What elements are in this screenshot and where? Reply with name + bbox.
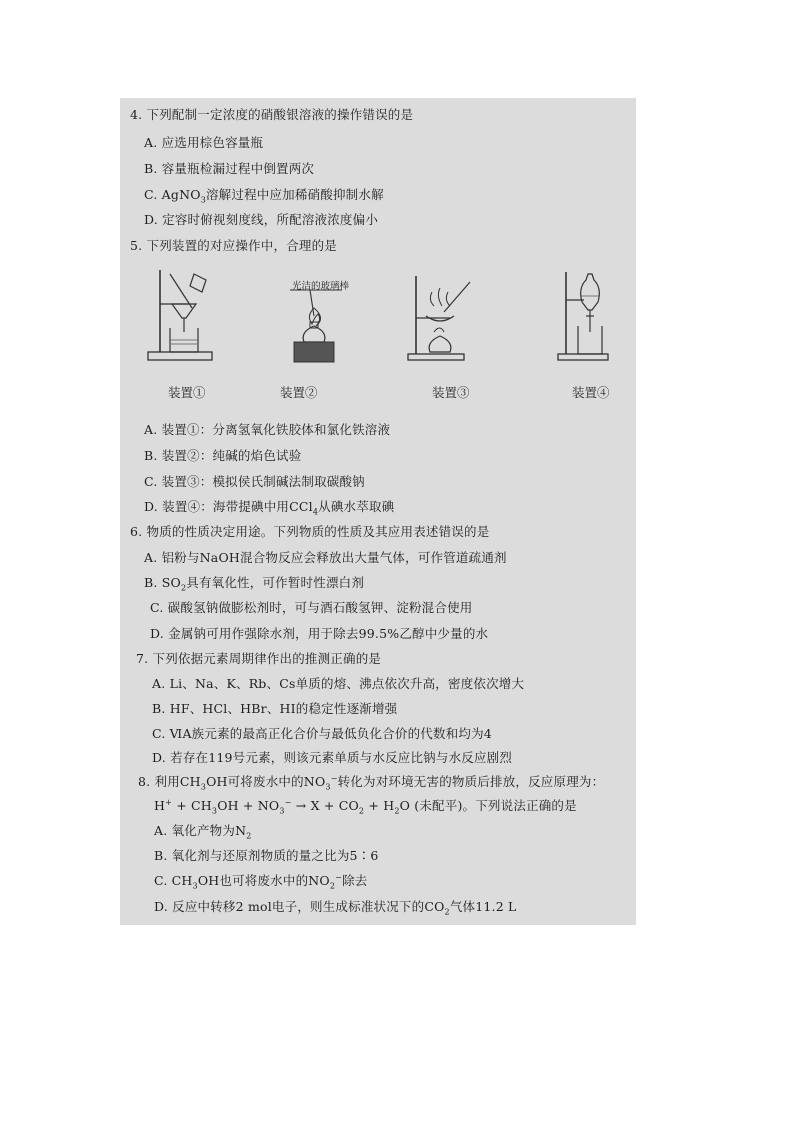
question-4-option-d: D. 定容时俯视刻度线，所配溶液浓度偏小 [144,212,379,227]
question-5-option-c: C. 装置③：模拟侯氏制碱法制取碳酸钠 [144,474,365,489]
question-8-option-a: A. 氧化产物为$N_2$ [154,823,252,841]
question-7-stem: 7. 下列依据元素周期律作出的推测正确的是 [136,651,382,666]
question-7-option-c: C. ⅥA族元素的最高正化合价与最低负化合价的代数和均为4 [152,726,492,741]
question-6-stem: 6. 物质的性质决定用途。下列物质的性质及其应用表述错误的是 [130,524,490,539]
question-7-option-b: B. HF、HCl、HBr、HI的稳定性逐渐增强 [152,701,398,716]
apparatus-4-label: 装置④ [572,385,610,400]
question-7-option-d: D. 若存在119号元素，则该元素单质与水反应比钠与水反应剧烈 [152,750,513,765]
question-6-option-a: A. 铝粉与NaOH混合物反应会释放出大量气体，可作管道疏通剂 [144,550,507,565]
apparatus-2-drawing [280,266,350,370]
apparatus-3-drawing [404,266,484,370]
question-5-stem: 5. 下列装置的对应操作中，合理的是 [130,238,338,253]
apparatus-2-label: 装置② [280,385,318,400]
question-4-option-b: B. 容量瓶检漏过程中倒置两次 [144,161,315,176]
question-5-option-d: D. 装置④：海带提碘中用CCl$_4$从碘水萃取碘 [144,499,395,517]
question-8-option-c: C. $CH_3OH$也可将废水中的$NO_2^-$除去 [154,872,368,891]
question-8-option-d: D. 反应中转移2 mol电子，则生成标准状况下的$CO_2$气体11.2 L [154,899,517,917]
question-8-stem: 8. 利用$CH_3OH$可将废水中的$NO_3^-$转化为对环境无害的物质后排放，反应原理为： [138,773,605,792]
apparatus-4-drawing [554,266,624,370]
question-4-option-a: A. 应选用棕色容量瓶 [144,135,264,150]
question-5-option-a: A. 装置①：分离氢氧化铁胶体和氯化铁溶液 [144,422,391,437]
question-8-equation: $H^+ + CH_3OH + NO_3^- \to X + CO_2 + H_2O$ (未配平)。下列说法正确的是 [154,797,577,816]
question-7-option-a: A. Li、Na、K、Rb、Cs单质的熔、沸点依次升高，密度依次增大 [152,676,525,691]
question-5-option-b: B. 装置②：纯碱的焰色试验 [144,448,302,463]
apparatus-1-label: 装置① [168,385,206,400]
apparatus-3-label: 装置③ [432,385,470,400]
question-4-stem: 4. 下列配制一定浓度的硝酸银溶液的操作错误的是 [130,107,414,122]
question-4-option-c: C. AgNO$_3$溶解过程中应加稀硝酸抑制水解 [144,187,384,205]
question-8-option-b: B. 氧化剂与还原剂物质的量之比为5∶6 [154,848,379,863]
question-6-option-c: C. 碳酸氢钠做膨松剂时，可与酒石酸氢钾、淀粉混合使用 [150,600,473,615]
scanned-exam-page [120,98,636,925]
apparatus-2-annotation: 光洁的玻璃棒 [292,281,350,292]
apparatus-1-drawing [148,266,228,370]
question-6-option-b: B. $SO_2$具有氧化性，可作暂时性漂白剂 [144,575,365,593]
question-6-option-d: D. 金属钠可用作强除水剂，用于除去99.5%乙醇中少量的水 [150,626,489,641]
